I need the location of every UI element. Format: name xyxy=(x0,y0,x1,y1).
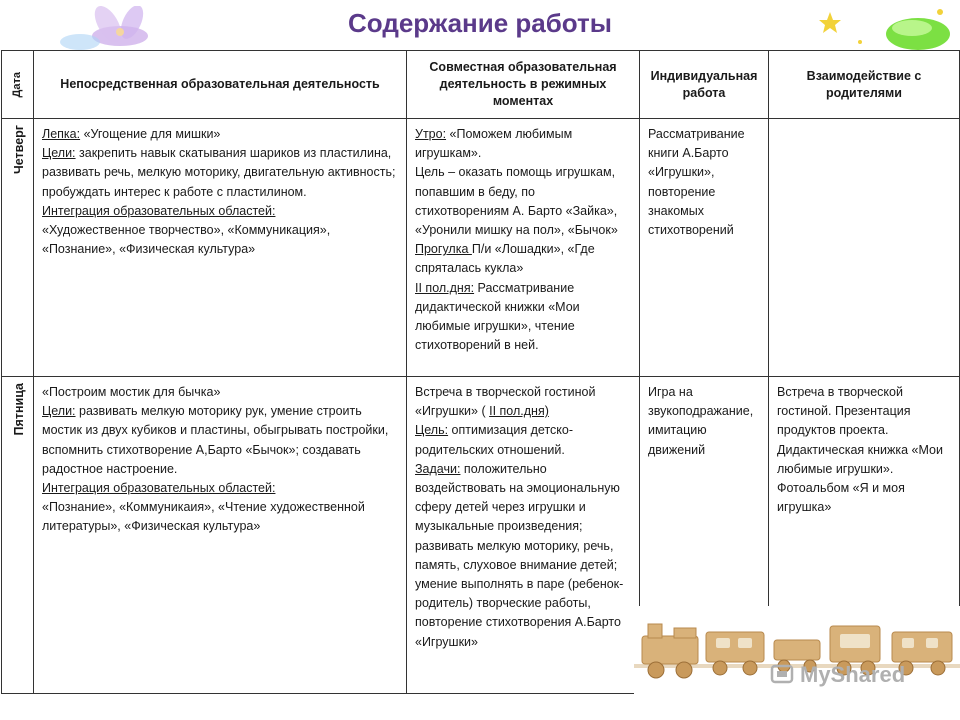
parents-cell: Встреча в творческой гостиной. Презентация продуктов проекта. Дидактическая книжка «Мои любимые игрушки». Фотоальбом «Я и моя игрушка» xyxy=(769,377,960,694)
page-title: Содержание работы xyxy=(348,8,612,38)
train-toys-image xyxy=(634,606,960,700)
individual-work-cell: Игра на звукоподражание, имитацию движений xyxy=(640,377,769,694)
header-joint-activity: Совместная образовательная деятельность в режимных моментах xyxy=(407,51,640,119)
direct-activity-cell: Лепка: «Угощение для мишки» Цели: закрепить навык скатывания шариков из пластилина, развивать речь, мелкую моторику, двигательную активность; пробуждать интерес к работе с пластилином. Интеграция образовательных областей: «Художественное творчество», «Коммуникация», «Познание», «Физическая культура» xyxy=(34,119,407,377)
header-date: Дата xyxy=(2,51,34,119)
joint-activity-cell: Встреча в творческой гостиной «Игрушки» ( II пол.дня) Цель: оптимизация детско-родительских отношений. Задачи: положительно воздействовать на эмоциональную сферу детей через игрушки и музыкальные произведения; развивать мелкую моторику, речь, память, слуховое внимание детей; умение выполнять в паре (ребенок-родитель) творческие работы, повторение стихотворения А.Барто «Игрушки» xyxy=(407,377,640,694)
header-row xyxy=(2,51,960,119)
direct-activity-cell: «Построим мостик для бычка» Цели: развивать мелкую моторику рук, умение строить мостик из двух кубиков и пластины, обыгрывать постройки, вспомнить стихотворение А,Барто «Бычок»; создавать радостное настроение. Интеграция образовательных областей: «Познание», «Коммуникаия», «Чтение художественной литературы», «Физическая культура» xyxy=(34,377,407,694)
wooden-train-icon xyxy=(634,606,960,700)
header-parents: Взаимодействие с родителями xyxy=(769,51,960,119)
header-direct-activity: Непосредственная образовательная деятельность xyxy=(34,51,407,119)
header-individual-work: Индивидуальная работа xyxy=(640,51,769,119)
individual-work-cell: Рассматривание книги А.Барто «Игрушки», повторение знакомых стихотворений xyxy=(640,119,769,377)
day-thursday: Четверг xyxy=(2,119,34,377)
myshared-watermark: MyShared xyxy=(800,662,906,687)
day-friday: Пятница xyxy=(2,377,34,694)
joint-activity-cell: Утро: «Поможем любимым игрушкам». Цель – оказать помощь игрушкам, попавшим в беду, по стихотворениям А. Барто «Зайка», «Уронили мишку на пол», «Бычок» Прогулка П/и «Лошадки», «Где спряталась кукла» II пол.дня: Рассматривание дидактической книжки «Мои любимые игрушки», чтение стихотворений в ней. xyxy=(407,119,640,377)
work-plan-table xyxy=(1,50,960,694)
parents-cell xyxy=(769,119,960,377)
table-row xyxy=(2,119,960,377)
myshared-logo-icon xyxy=(770,662,794,686)
